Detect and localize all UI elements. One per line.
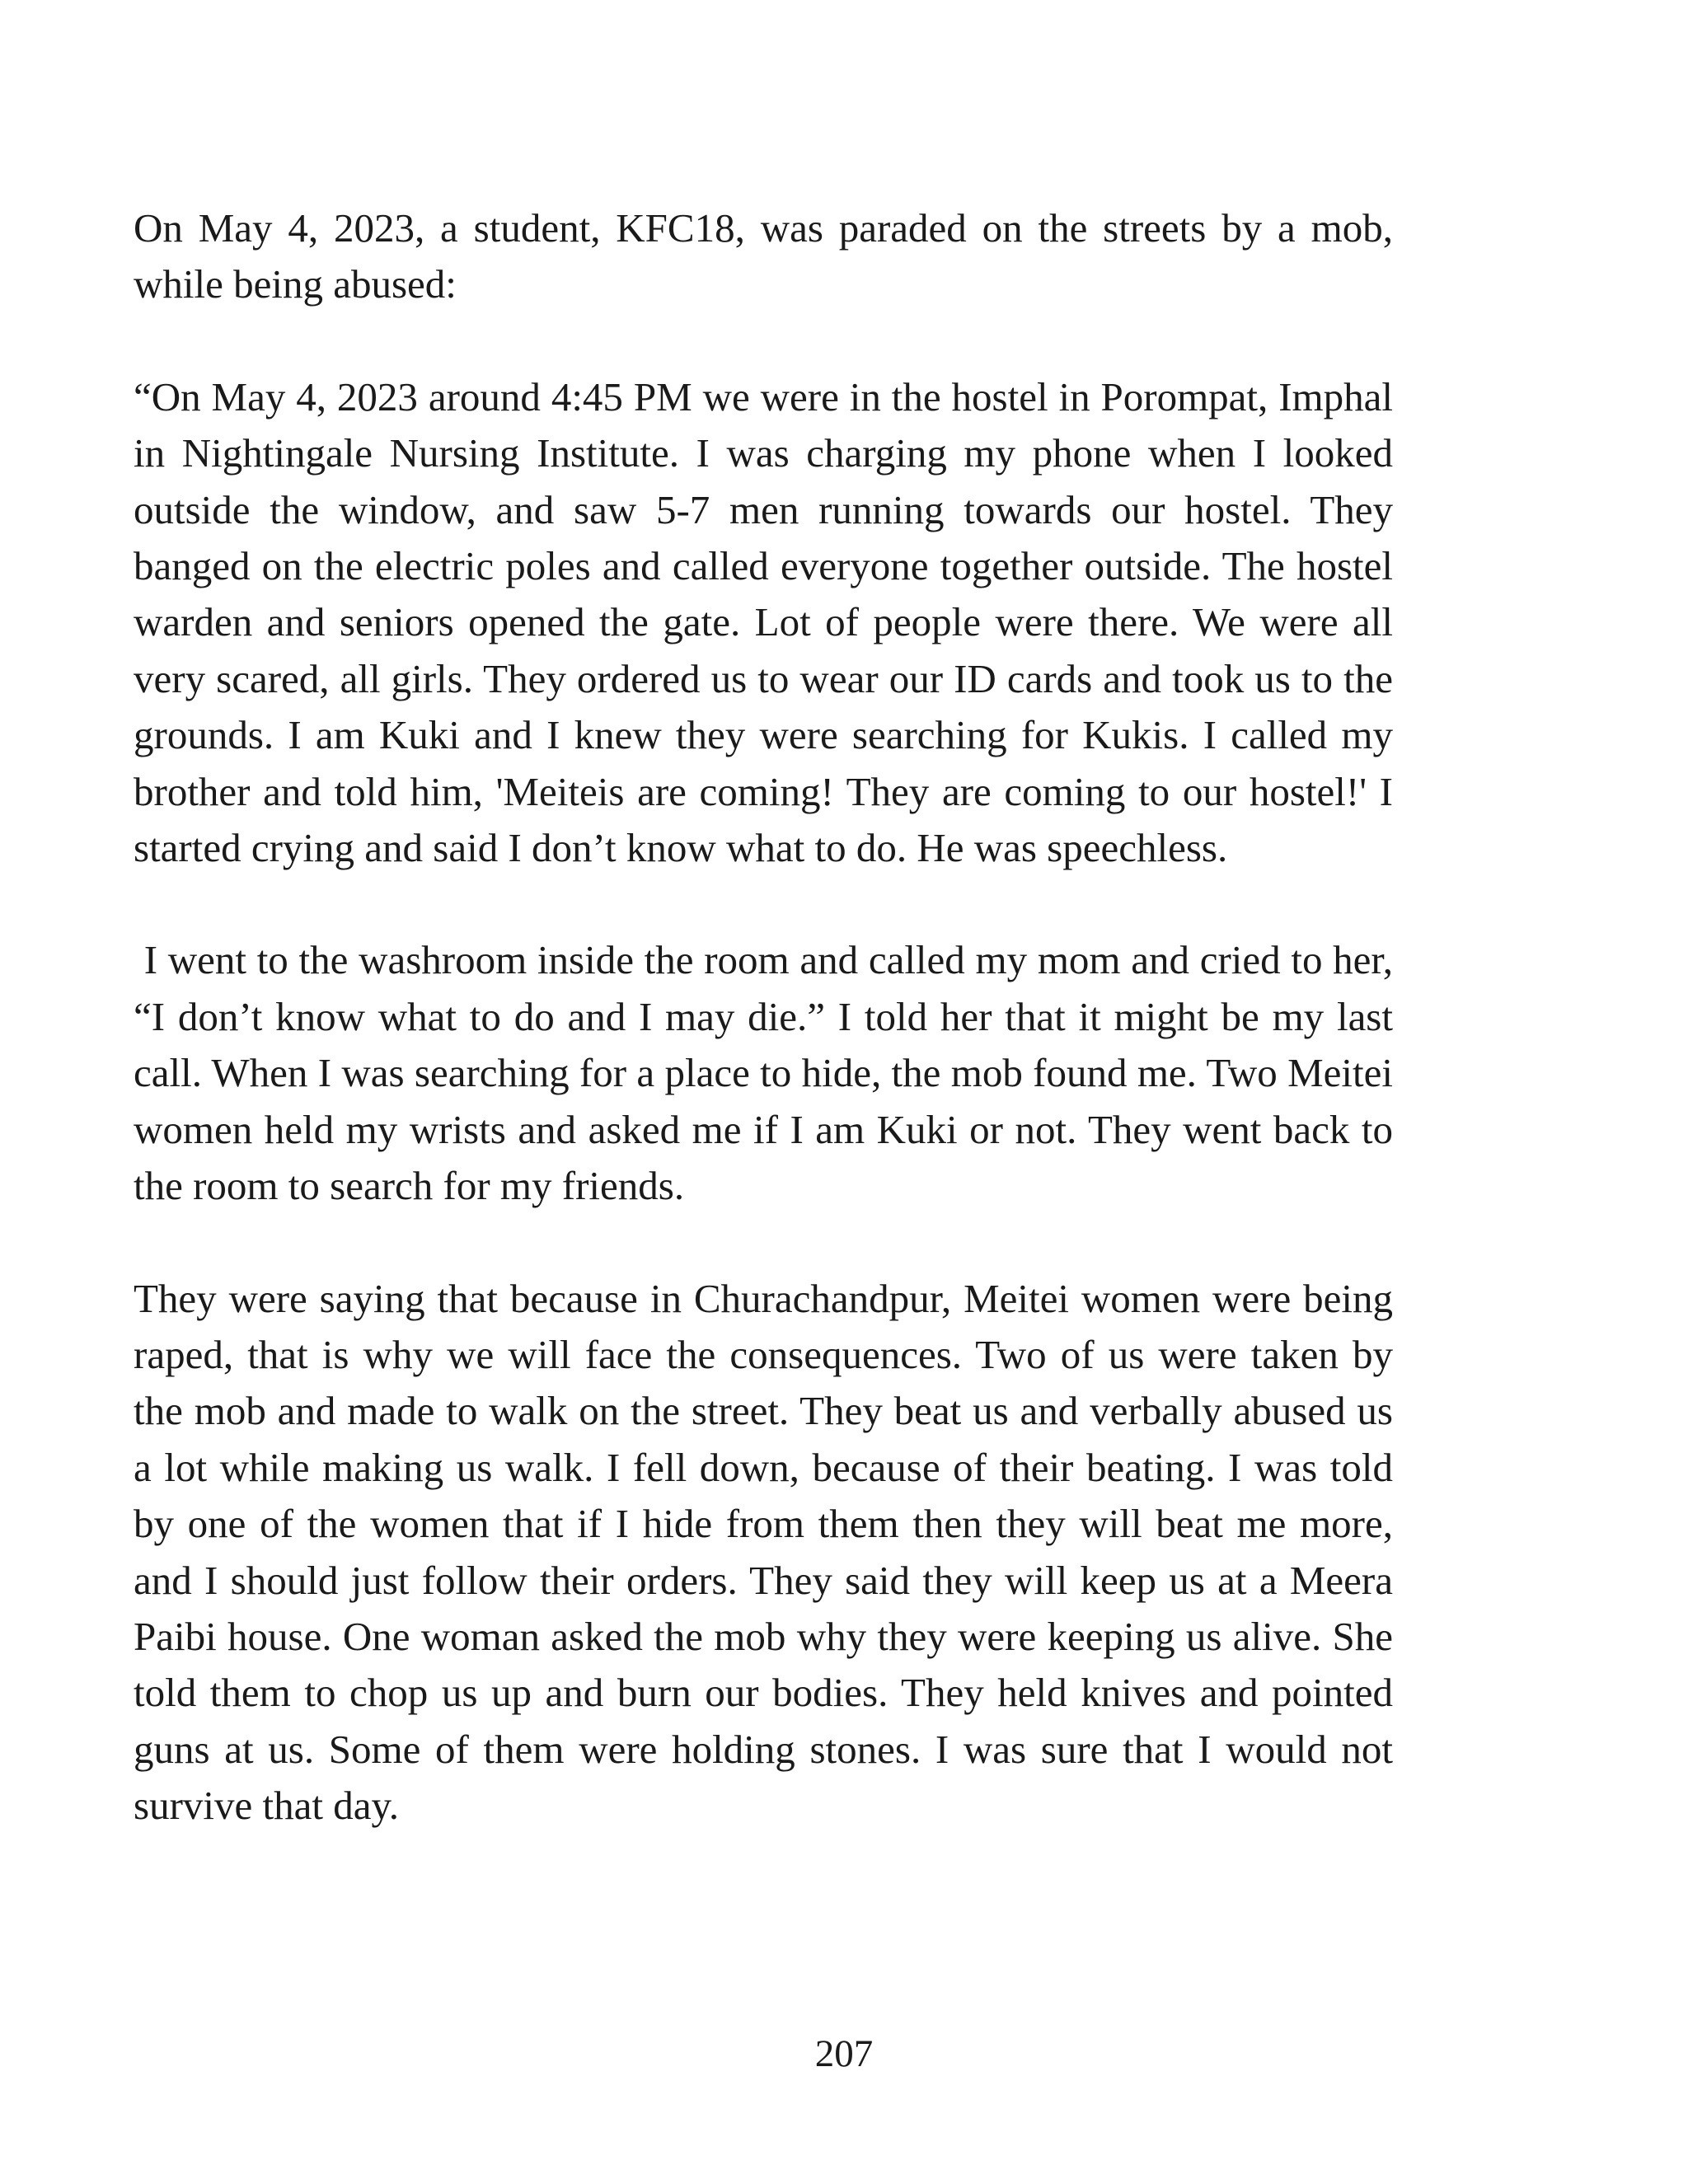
body-text (134, 200, 1404, 1891)
paragraph-testimony-washroom: I went to the washroom inside the room and called my mom and cried to her, “I don’t know what to do and I may die.” I told her that it might be my last call. When I was searching for a place to hide, the mob found me. Two Meitei women held my wrists and asked me if I am Kuki or not. They went back to the room to search for my friends. (134, 937, 1404, 1209)
paragraph-intro: On May 4, 2023, a student, KFC18, was paraded on the streets by a mob, while being abused: (134, 205, 1393, 307)
paragraph-testimony-hostel: “On May 4, 2023 around 4:45 PM we were in the hostel in Porompat, Imphal in Nightingale Nursing Institute. I was charging my phone when I looked outside the window, and saw 5-7 men running towards our hostel. They banged on the electric poles and called everyone together outside. The hostel warden and seniors opened the gate. Lot of people were there. We were all very scared, all girls. They ordered us to wear our ID cards and took us to the grounds. I am Kuki and I knew they were searching for Kukis. I called my brother and told him, 'Meiteis are coming! They are coming to our hostel!' I started crying and said I don’t know what to do. He was speechless. (134, 373, 1393, 871)
paragraph-testimony-mob: They were saying that because in Churachandpur, Meitei women were being raped, that is why we will face the consequences. Two of us were taken by the mob and made to walk on the street. They beat us and verbally abused us a lot while making us walk. I fell down, because of their beating. I was told by one of the women that if I hide from them then they will beat me more, and I should just follow their orders. They said they will keep us at a Meera Paibi house. One woman asked the mob why they were keeping us alive. She told them to chop us up and burn our bodies. They held knives and pointed guns at us. Some of them were holding stones. I was sure that I would not survive that day. (134, 1275, 1393, 1829)
page-number: 207 (814, 2032, 874, 2075)
